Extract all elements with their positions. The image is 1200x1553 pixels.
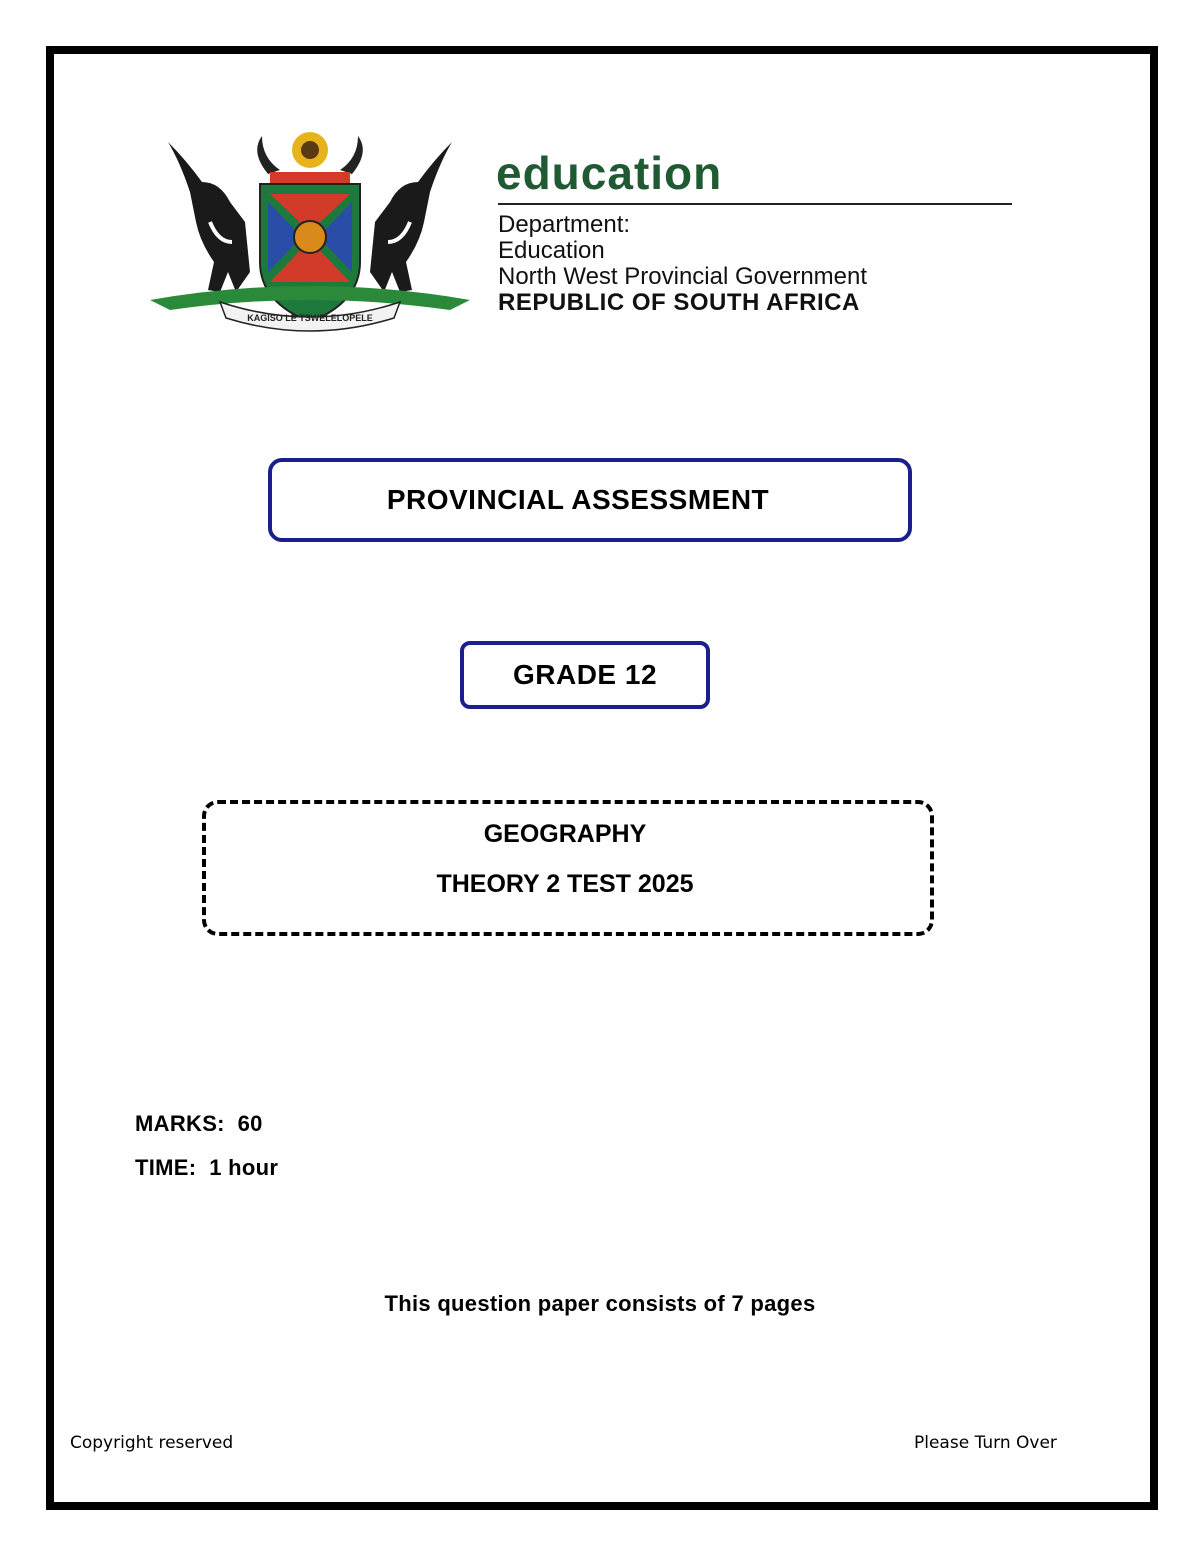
subject-title: GEOGRAPHY <box>483 820 647 848</box>
department-block <box>498 212 867 316</box>
wordmark-underline <box>498 203 1012 205</box>
time-label: TIME: <box>135 1155 197 1180</box>
page-count-note: This question paper consists of 7 pages <box>384 1291 816 1316</box>
provincial-government: North West Provincial Government <box>498 263 868 290</box>
grade-box <box>460 641 710 709</box>
time-value: 1 hour <box>209 1155 279 1180</box>
department-name: Education <box>498 237 605 264</box>
svg-text:KAGISO LE TSWELELOPELE: KAGISO LE TSWELELOPELE <box>247 313 373 323</box>
marks-line <box>135 1111 263 1137</box>
coat-of-arms-logo <box>150 122 470 337</box>
subject-box <box>202 800 934 936</box>
grade-label: GRADE 12 <box>512 659 658 690</box>
education-wordmark: education <box>496 147 723 199</box>
time-line <box>135 1155 278 1181</box>
sunflower-icon <box>292 132 328 168</box>
marks-value: 60 <box>237 1111 263 1136</box>
assessment-title-box <box>268 458 912 542</box>
assessment-title: PROVINCIAL ASSESSMENT <box>386 484 770 515</box>
copyright-footer: Copyright reserved <box>70 1433 234 1453</box>
country-name: REPUBLIC OF SOUTH AFRICA <box>498 289 860 316</box>
turn-over-footer: Please Turn Over <box>914 1433 1057 1453</box>
test-title: THEORY 2 TEST 2025 <box>436 870 694 898</box>
department-label: Department: <box>498 211 631 238</box>
marks-label: MARKS: <box>135 1111 225 1136</box>
